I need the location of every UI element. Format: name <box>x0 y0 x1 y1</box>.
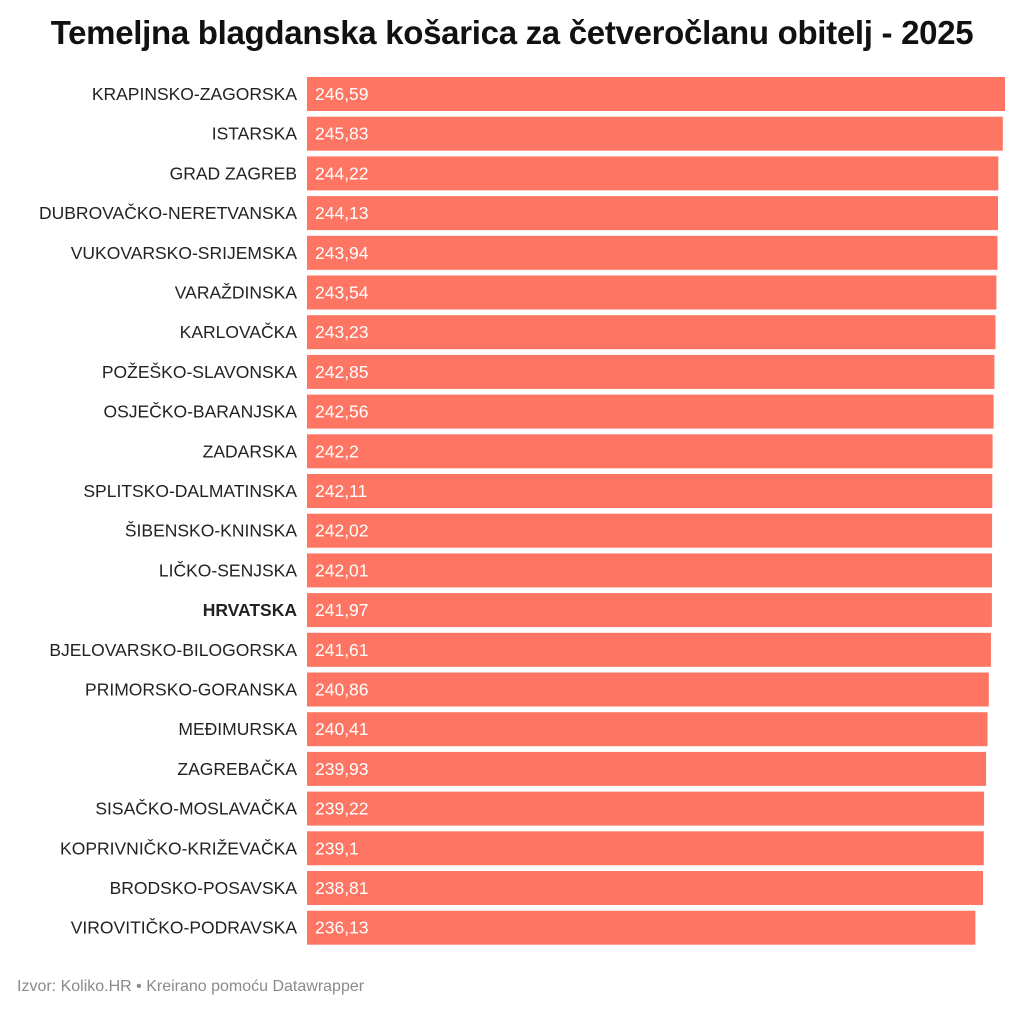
value-label: 239,93 <box>315 758 369 779</box>
bar <box>307 752 986 786</box>
value-label: 239,1 <box>315 838 359 859</box>
bar <box>307 871 983 905</box>
bar <box>307 673 989 707</box>
category-label: BJELOVARSKO-BILOGORSKA <box>49 639 297 660</box>
category-label: SPLITSKO-DALMATINSKA <box>83 481 297 501</box>
value-label: 244,13 <box>315 203 369 224</box>
value-label: 242,02 <box>315 520 369 541</box>
bar <box>307 434 993 468</box>
category-label: MEĐIMURSKA <box>178 719 297 740</box>
value-label: 243,23 <box>315 322 369 343</box>
category-label: KARLOVAČKA <box>179 322 297 343</box>
category-label: ISTARSKA <box>211 123 297 144</box>
category-label: POŽEŠKO-SLAVONSKA <box>101 361 297 382</box>
category-label: PRIMORSKO-GORANSKA <box>85 679 297 700</box>
bar <box>307 276 996 310</box>
value-label: 246,59 <box>315 84 369 104</box>
category-label: BRODSKO-POSAVSKA <box>109 878 297 898</box>
value-label: 245,83 <box>315 123 369 144</box>
bar <box>307 633 991 667</box>
category-label: HRVATSKA <box>202 600 297 621</box>
bar <box>307 236 998 270</box>
value-label: 240,86 <box>315 679 369 700</box>
bar <box>307 474 992 508</box>
category-label: VARAŽDINSKA <box>174 282 297 303</box>
value-label: 243,94 <box>315 242 369 263</box>
bars-layer <box>39 77 1005 945</box>
bar <box>307 514 992 548</box>
category-label: SISAČKO-MOSLAVAČKA <box>95 798 297 819</box>
bar <box>307 395 994 429</box>
category-label: ZADARSKA <box>202 441 297 462</box>
value-label: 236,13 <box>315 917 369 938</box>
value-label: 241,61 <box>315 639 369 660</box>
category-label: ZAGREBAČKA <box>177 758 297 779</box>
bar <box>307 593 992 627</box>
bar <box>307 355 994 389</box>
value-label: 242,56 <box>315 401 369 422</box>
value-label: 242,85 <box>315 361 369 382</box>
value-label: 242,01 <box>315 560 369 581</box>
category-label: LIČKO-SENJSKA <box>158 560 297 581</box>
category-label: KRAPINSKO-ZAGORSKA <box>91 84 297 104</box>
bar <box>307 911 975 945</box>
value-label: 240,41 <box>315 719 369 740</box>
bar <box>307 77 1005 111</box>
category-label: VUKOVARSKO-SRIJEMSKA <box>70 242 297 263</box>
category-label: GRAD ZAGREB <box>169 163 297 184</box>
value-label: 244,22 <box>315 163 369 184</box>
value-label: 242,11 <box>315 481 368 501</box>
value-label: 239,22 <box>315 798 369 819</box>
bar <box>307 117 1003 151</box>
value-label: 243,54 <box>315 282 369 303</box>
bar <box>307 831 984 865</box>
value-label: 242,2 <box>315 441 359 462</box>
category-label: DUBROVAČKO-NERETVANSKA <box>38 203 297 224</box>
category-label: OSJEČKO-BARANJSKA <box>103 401 297 422</box>
bar <box>307 712 988 746</box>
category-label: VIROVITIČKO-PODRAVSKA <box>70 917 297 938</box>
chart-title: Temeljna blagdanska košarica za četveročlanu obitelj - 2025 <box>50 14 974 51</box>
category-label: ŠIBENSKO-KNINSKA <box>124 520 297 541</box>
value-label: 238,81 <box>315 878 369 898</box>
category-label: KOPRIVNIČKO-KRIŽEVAČKA <box>60 838 297 859</box>
bar <box>307 553 992 587</box>
bar <box>307 156 998 190</box>
value-label: 241,97 <box>315 600 369 621</box>
bar <box>307 315 996 349</box>
bar <box>307 792 984 826</box>
bar <box>307 196 998 230</box>
source-note: Izvor: Koliko.HR • Kreirano pomoću Datawrapper <box>17 978 365 995</box>
